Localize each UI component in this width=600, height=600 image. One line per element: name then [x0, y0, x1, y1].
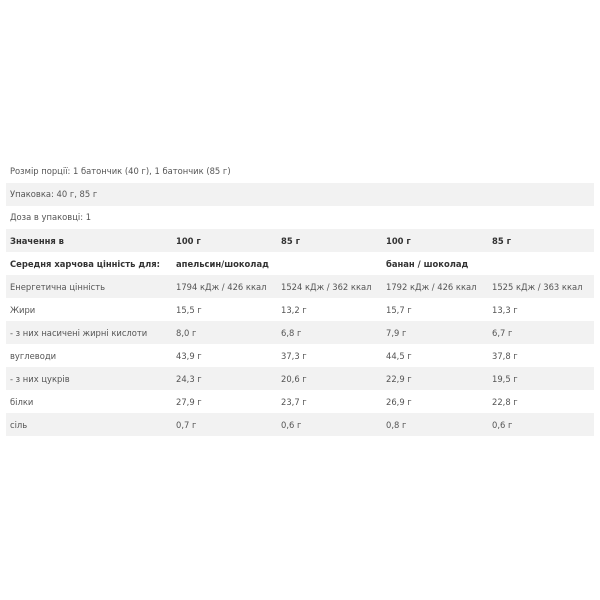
table-cell: 22,9 г	[386, 373, 412, 384]
header-cell: 100 г	[386, 235, 411, 246]
table-cell: 15,5 г	[176, 304, 202, 315]
servings-per-pack: Доза в упаковці: 1	[10, 212, 92, 222]
table-cell: 13,2 г	[281, 304, 307, 315]
row-label: сіль	[10, 419, 28, 430]
nutrition-facts	[6, 160, 594, 436]
table-cell: 23,7 г	[281, 396, 307, 407]
header-cell: 85 г	[492, 235, 511, 246]
header-cell: Значення в	[10, 235, 64, 246]
table-cell: 15,7 г	[386, 304, 412, 315]
table-cell: 0,6 г	[281, 419, 302, 430]
table-row	[6, 275, 594, 298]
table-cell: 37,3 г	[281, 350, 307, 361]
table-cell: 19,5 г	[492, 373, 518, 384]
flavor-cell	[277, 252, 382, 275]
table-cell: 20,6 г	[281, 373, 307, 384]
table-row	[6, 367, 594, 390]
table-cell: 6,8 г	[281, 327, 302, 338]
row-label: білки	[10, 396, 34, 407]
flavor-cell	[488, 252, 594, 275]
table-cell: 22,8 г	[492, 396, 518, 407]
row-label: Жири	[10, 304, 36, 315]
flavor-row	[6, 252, 594, 275]
table-row	[6, 390, 594, 413]
table-cell: 0,6 г	[492, 419, 513, 430]
header-cell: 100 г	[176, 235, 201, 246]
flavor-label: Середня харчова цінність для:	[10, 258, 160, 269]
table-row	[6, 413, 594, 436]
nutrition-table	[6, 229, 594, 436]
flavor-cell: апельсин/шоколад	[176, 258, 269, 269]
table-cell: 24,3 г	[176, 373, 202, 384]
header-cell: 85 г	[281, 235, 300, 246]
table-row	[6, 298, 594, 321]
serving-size: Розмір порції: 1 батончик (40 г), 1 батончик (85 г)	[10, 166, 231, 176]
table-cell: 1792 кДж / 426 ккал	[386, 281, 477, 292]
row-label: Енергетична цінність	[10, 281, 106, 292]
table-cell: 8,0 г	[176, 327, 197, 338]
row-label: - з них цукрів	[10, 373, 70, 384]
table-cell: 0,8 г	[386, 419, 407, 430]
table-row	[6, 321, 594, 344]
row-label: - з них насичені жирні кислоти	[10, 327, 148, 338]
table-cell: 1525 кДж / 363 ккал	[492, 281, 583, 292]
table-cell: 7,9 г	[386, 327, 407, 338]
table-cell: 0,7 г	[176, 419, 197, 430]
table-cell: 6,7 г	[492, 327, 513, 338]
flavor-cell: банан / шоколад	[386, 258, 469, 269]
table-row	[6, 344, 594, 367]
table-cell: 1794 кДж / 426 ккал	[176, 281, 267, 292]
packaging: Упаковка: 40 г, 85 г	[6, 183, 594, 206]
row-label: вуглеводи	[10, 350, 57, 361]
table-header-row	[6, 229, 594, 252]
table-cell: 1524 кДж / 362 ккал	[281, 281, 372, 292]
table-cell: 13,3 г	[492, 304, 518, 315]
table-cell: 26,9 г	[386, 396, 412, 407]
table-cell: 27,9 г	[176, 396, 202, 407]
table-cell: 37,8 г	[492, 350, 518, 361]
table-cell: 44,5 г	[386, 350, 412, 361]
table-cell: 43,9 г	[176, 350, 202, 361]
